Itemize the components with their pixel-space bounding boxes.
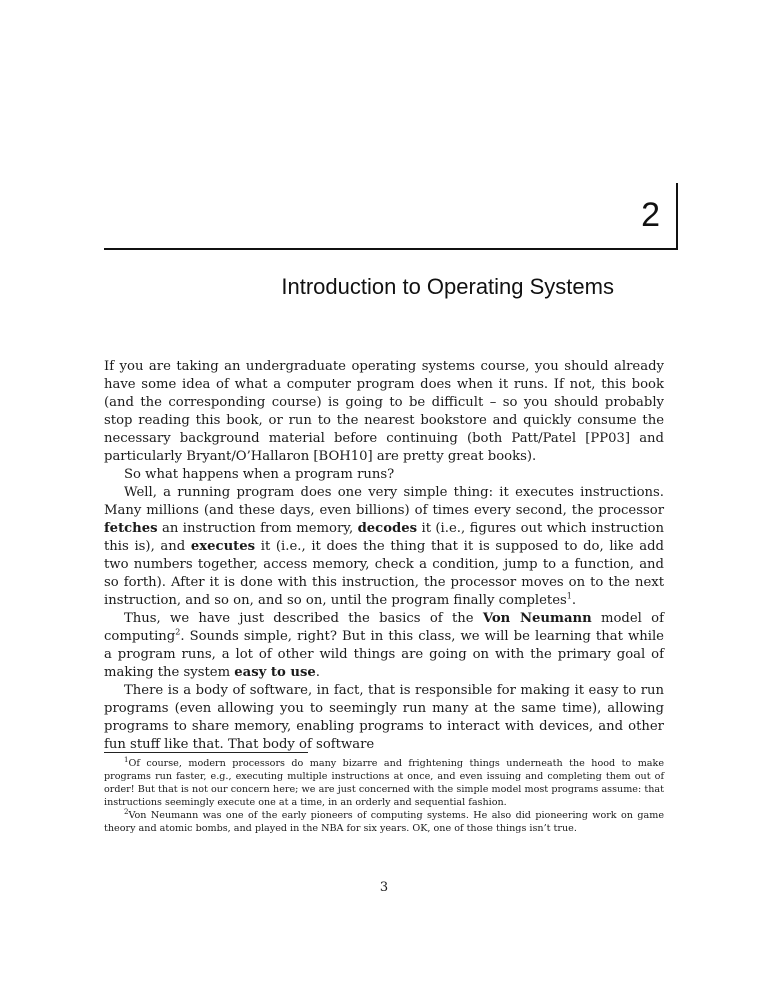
paragraph-2: So what happens when a program runs? xyxy=(124,467,395,482)
paragraph-1: If you are taking an undergraduate operating systems course, you should already have some idea of what a computer program does when it runs. If not, this book (and the corresponding course) is going to be difficult – so you should probably stop reading this book, or run to the nearest bookstore and quickly consume the necessary background material before continuing (both Patt/Patel [PP03] and particularly Bryant/O’Hallaron [BOH10] are pretty great books). xyxy=(104,359,664,464)
chapter-vertical-rule xyxy=(676,183,678,250)
text-span: . xyxy=(571,593,577,608)
text-span: . Sounds simple, right? But in this class, we will be learning that while a program runs, a lot of other wild things are going on with the primary goal of making the system xyxy=(104,629,664,680)
term-decodes: decodes xyxy=(357,521,418,536)
term-von-neumann: Von Neumann xyxy=(482,611,592,626)
chapter-number: 2 xyxy=(641,196,660,234)
footnote-mark-2: 2 xyxy=(124,807,129,816)
term-executes: executes xyxy=(190,539,256,554)
footnote-1 xyxy=(104,757,664,809)
text-span: . xyxy=(315,665,320,680)
footnote-mark-1: 1 xyxy=(124,755,129,764)
chapter-horizontal-rule xyxy=(104,248,678,250)
text-span: Well, a running program does one very simple thing: it executes instructions. Many millions (and these days, even billions) of times every second, the processor xyxy=(104,485,664,518)
chapter-title: Introduction to Operating Systems xyxy=(281,274,614,299)
paragraph-4 xyxy=(104,610,664,682)
footnotes xyxy=(104,757,664,835)
footnote-2 xyxy=(104,809,664,835)
footnote-ref-1[interactable]: 1 xyxy=(566,591,572,601)
body-text xyxy=(104,358,664,754)
text-span: an instruction from memory, xyxy=(157,521,358,536)
paragraph-5: There is a body of software, in fact, that is responsible for making it easy to run programs (even allowing you to seemingly run many at the same time), allowing programs to share memory, enabling programs to interact with devices, and other fun stuff like that. That body of software xyxy=(104,683,664,752)
text-span: it (i.e., it does the thing that it is supposed to do, like add two numbers together, access memory, check a condition, jump to a function, and so forth). After it is done with this instruction, the processor moves on to the next instruction, and so on, and so on, until the program finally completes xyxy=(104,539,664,608)
footnote-text: Von Neumann was one of the early pioneers of computing systems. He also did pioneering work on game theory and atomic bombs, and played in the NBA for six years. OK, one of those things isn’t true. xyxy=(104,810,664,834)
page-number: 3 xyxy=(379,880,389,895)
term-easy-to-use: easy to use xyxy=(234,665,316,680)
footnote-ref-2[interactable]: 2 xyxy=(175,627,181,637)
text-span: it (i.e., figures out which instruction this is), and xyxy=(104,521,664,554)
footnote-text: Of course, modern processors do many bizarre and frightening things underneath the hood to make programs run faster, e.g., executing multiple instructions at once, and even issuing and completing them out of order! But that is not our concern here; we are just concerned with the simple model most programs assume: that instructions seemingly execute one at a time, in an orderly and sequential fashion. xyxy=(104,758,664,808)
paragraph-3 xyxy=(104,484,664,610)
footnote-rule xyxy=(104,752,308,753)
text-span: model of computing xyxy=(104,611,664,644)
term-fetches: fetches xyxy=(104,521,158,536)
text-span: Thus, we have just described the basics of the xyxy=(124,611,483,626)
